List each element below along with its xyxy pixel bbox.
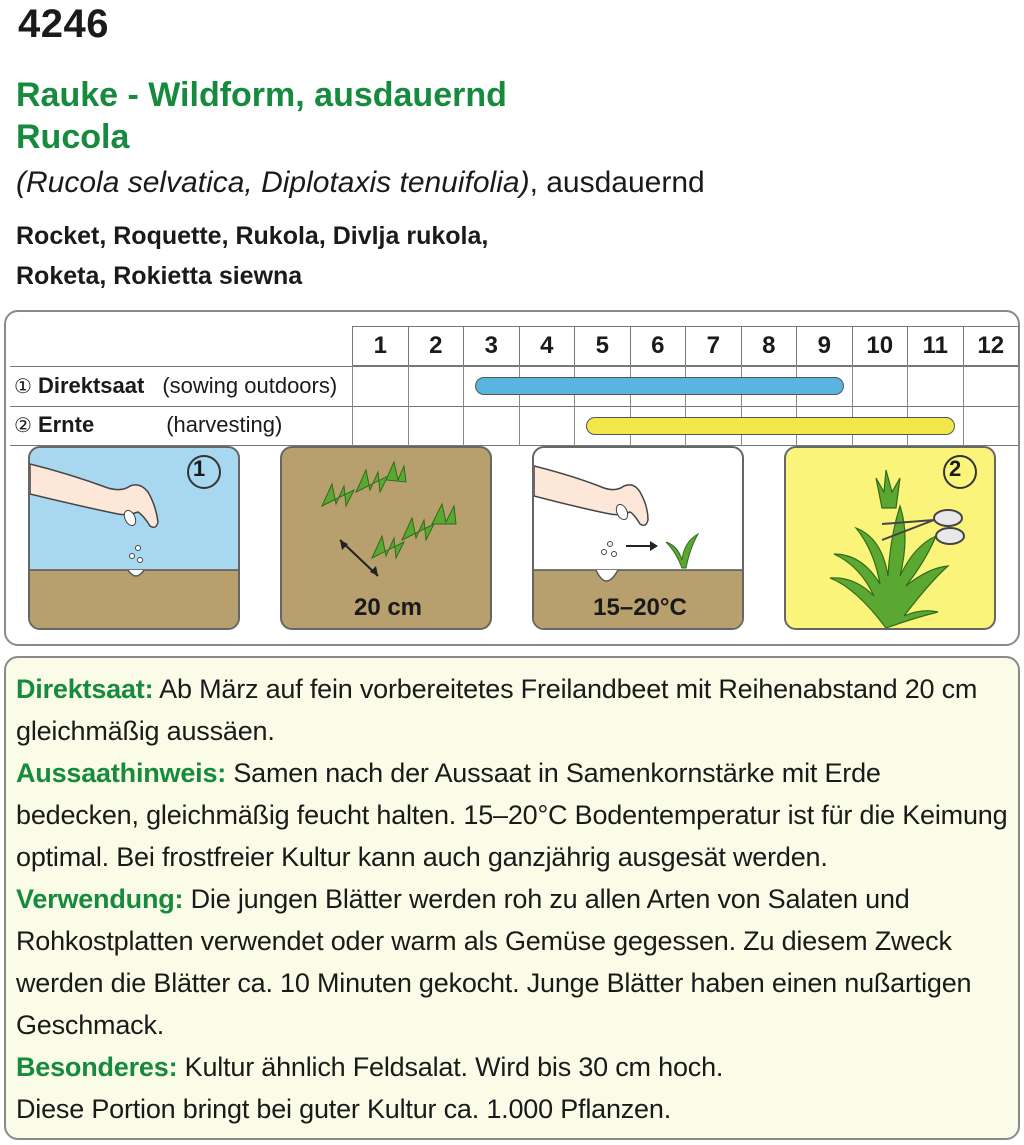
spacing-caption: 20 cm — [353, 594, 423, 621]
aussaathinweis-label: Aussaathinweis: — [16, 758, 227, 788]
sowing-calendar-panel — [4, 310, 1020, 646]
month-column-line — [408, 366, 409, 446]
besonderes-paragraph — [16, 1046, 1008, 1088]
month-header-3: 3 — [463, 326, 520, 366]
aussaathinweis-paragraph — [16, 752, 1008, 878]
title-german: Rauke - Wildform, ausdauernd — [16, 76, 507, 114]
month-header-12: 12 — [963, 326, 1020, 366]
month-header-11: 11 — [907, 326, 964, 366]
latin-name — [16, 166, 705, 200]
step-2-number: ② — [14, 414, 32, 437]
month-column-line — [963, 366, 964, 446]
step-1-number: ① — [14, 375, 32, 398]
month-header-4: 4 — [519, 326, 576, 366]
calendar-row-divider — [10, 366, 1018, 367]
month-column-line — [352, 366, 353, 446]
temperature-caption: 15–20°C — [593, 594, 687, 621]
month-column-line — [1018, 366, 1019, 446]
badge-1-digit: 1 — [193, 456, 206, 481]
illustration-harvest — [784, 446, 996, 630]
illustration-sowing — [28, 446, 240, 630]
month-header-6: 6 — [630, 326, 687, 366]
month-header-1: 1 — [352, 326, 409, 366]
other-names-line1: Rocket, Roquette, Rukola, Divlja rukola, — [16, 222, 489, 250]
illustration-row-spacing — [280, 446, 492, 630]
sowing-hand-icon — [30, 448, 240, 630]
row-label-direktsaat: Direktsaat — [37, 373, 145, 398]
month-header-2: 2 — [408, 326, 465, 366]
other-names-line2: Roketa, Rokietta siewna — [16, 262, 303, 290]
row-label-harvesting: (harvesting) — [166, 412, 283, 437]
row-label-ernte: Ernte — [37, 412, 95, 437]
latin-name-suffix: , ausdauernd — [529, 166, 705, 199]
verwendung-label: Verwendung: — [16, 884, 184, 914]
month-header-5: 5 — [574, 326, 631, 366]
row-label-sowing-outdoors: (sowing outdoors) — [162, 373, 338, 398]
portion-paragraph: Diese Portion bringt bei guter Kultur ca. 1.000 Pflanzen. — [16, 1094, 671, 1124]
direktsaat-label: Direktsaat: — [16, 674, 154, 704]
title-rucola: Rucola — [16, 118, 130, 156]
sowing-calendar — [10, 326, 1018, 446]
besonderes-label: Besonderes: — [16, 1052, 178, 1082]
verwendung-paragraph — [16, 878, 1008, 1046]
product-code: 4246 — [18, 2, 109, 46]
harvest-period-bar — [586, 417, 955, 435]
instructions-box — [4, 656, 1020, 1140]
aussaathinweis-text: Samen nach der Aussaat in Samenkornstärke mit Erde bedecken, gleichmäßig feucht halten. 15–20°C Bodentemperatur ist für die Keimung optimal. Bei frostfreier Kultur kann auch ganzjährig ausgesät werden. — [16, 758, 1008, 872]
besonderes-text: Kultur ähnlich Feldsalat. Wird bis 30 cm hoch. — [177, 1052, 724, 1082]
month-header-9: 9 — [796, 326, 853, 366]
scissors-plant-icon — [786, 448, 996, 630]
illustration-germination — [532, 446, 744, 630]
verwendung-text: Die jungen Blätter werden roh zu allen Arten von Salaten und Rohkostplatten verwendet oder warm als Gemüse gegessen. Zu diesem Zweck werden die Blätter ca. 10 Minuten gekocht. Junge Blätter haben einen nußartigen Geschmack. — [16, 884, 972, 1040]
direktsaat-paragraph — [16, 668, 1008, 752]
direktsaat-text: Ab März auf fein vorbereitetes Freilandbeet mit Reihenabstand 20 cm gleichmäßig aussäen. — [16, 674, 978, 746]
month-column-line — [463, 366, 464, 446]
sowing-period-bar — [475, 377, 844, 395]
month-header-7: 7 — [685, 326, 742, 366]
month-header-10: 10 — [852, 326, 909, 366]
month-header-8: 8 — [741, 326, 798, 366]
calendar-row-direktsaat — [14, 368, 337, 404]
calendar-row-ernte — [14, 407, 282, 443]
latin-name-italic: (Rucola selvatica, Diplotaxis tenuifolia) — [16, 166, 530, 199]
badge-2-digit: 2 — [949, 456, 962, 481]
